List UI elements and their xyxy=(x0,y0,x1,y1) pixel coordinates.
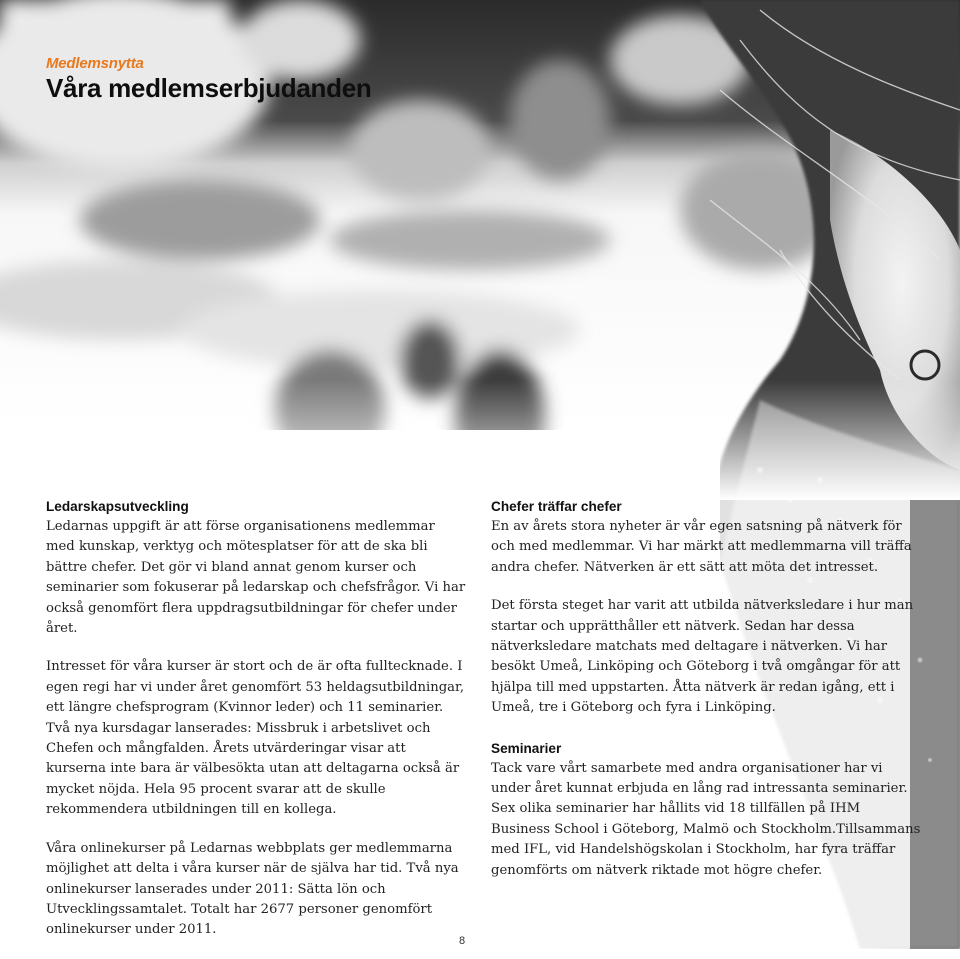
paragraph: Tack vare vårt samarbete med andra organisationer har vi under året kunnat erbjuda en lång rad intressanta seminarier. Sex olika seminarier har hållits vid 18 tillfällen på IHM Business School i Göteborg, Malmö och Stockholm.Tillsammans med IFL, vid Handelshögskolan i Stockholm, har fyra träffar genomförts om nätverk riktade mot högre chefer. xyxy=(491,760,921,878)
left-column xyxy=(46,497,466,959)
heading-seminarier: Seminarier xyxy=(491,740,562,756)
paragraph: En av årets stora nyheter är vår egen satsning på nätverk för och med medlemmar. Vi har märkt att medlemmarna vill träffa andra chefer. Nätverken är ett sätt att möta det intresset. xyxy=(491,519,912,575)
paragraph: Intresset för våra kurser är stort och de är ofta fulltecknade. I egen regi har vi under året genomfört 53 heldagsutbildningar, ett längre chefsprogram (Kvinnor leder) och 11 seminarier. Två nya kursdagar lanserades: Missbruk i arbetslivet och Chefen och mångfalden. Årets utvärderingar visar att kurserna inte bara är välbesökta utan att deltagarna också är mycket nöjda. Hela 95 procent svarar att de skulle rekommendera utbildningen till en kollega. xyxy=(46,659,465,818)
right-column xyxy=(491,497,921,899)
heading-ledarskapsutveckling: Ledarskapsutveckling xyxy=(46,499,189,514)
page-header xyxy=(46,56,371,104)
paragraph: Ledarnas uppgift är att förse organisationens medlemmar med kunskap, verktyg och mötesplatser för att de ska bli bättre chefer. Det gör vi bland annat genom kurser och seminarier som fokuserar på ledarskap och chefsfrågor. Vi har också genomfört flera uppdragsutbildningar för chefer under året. xyxy=(46,519,466,637)
page-number: 8 xyxy=(459,935,466,947)
section-kicker: Medlemsnytta xyxy=(46,55,144,72)
paragraph: Våra onlinekurser på Ledarnas webbplats ger medlemmarna möjlighet att delta i våra kurser när de själva har tid. Två nya onlinekurser lanserades under 2011: Sätta lön och Utvecklingssamtalet. Totalt har 2677 personer genomfört onlinekurser under 2011. xyxy=(46,840,459,938)
paragraph: Det första steget har varit att utbilda nätverksledare i hur man startar och upprätthåller ett nätverk. Sedan har dessa nätverksledare matchats med deltagare i nätverken. Vi har besökt Umeå, Linköping och Göteborg i två omgångar för att hjälpa till med uppstarten. Åtta nätverk är redan igång, ett i Umeå, tre i Göteborg och fyra i Linköping. xyxy=(491,598,914,716)
heading-chefer-traffar-chefer: Chefer träffar chefer xyxy=(491,499,622,514)
page-title: Våra medlemserbjudanden xyxy=(46,73,372,103)
